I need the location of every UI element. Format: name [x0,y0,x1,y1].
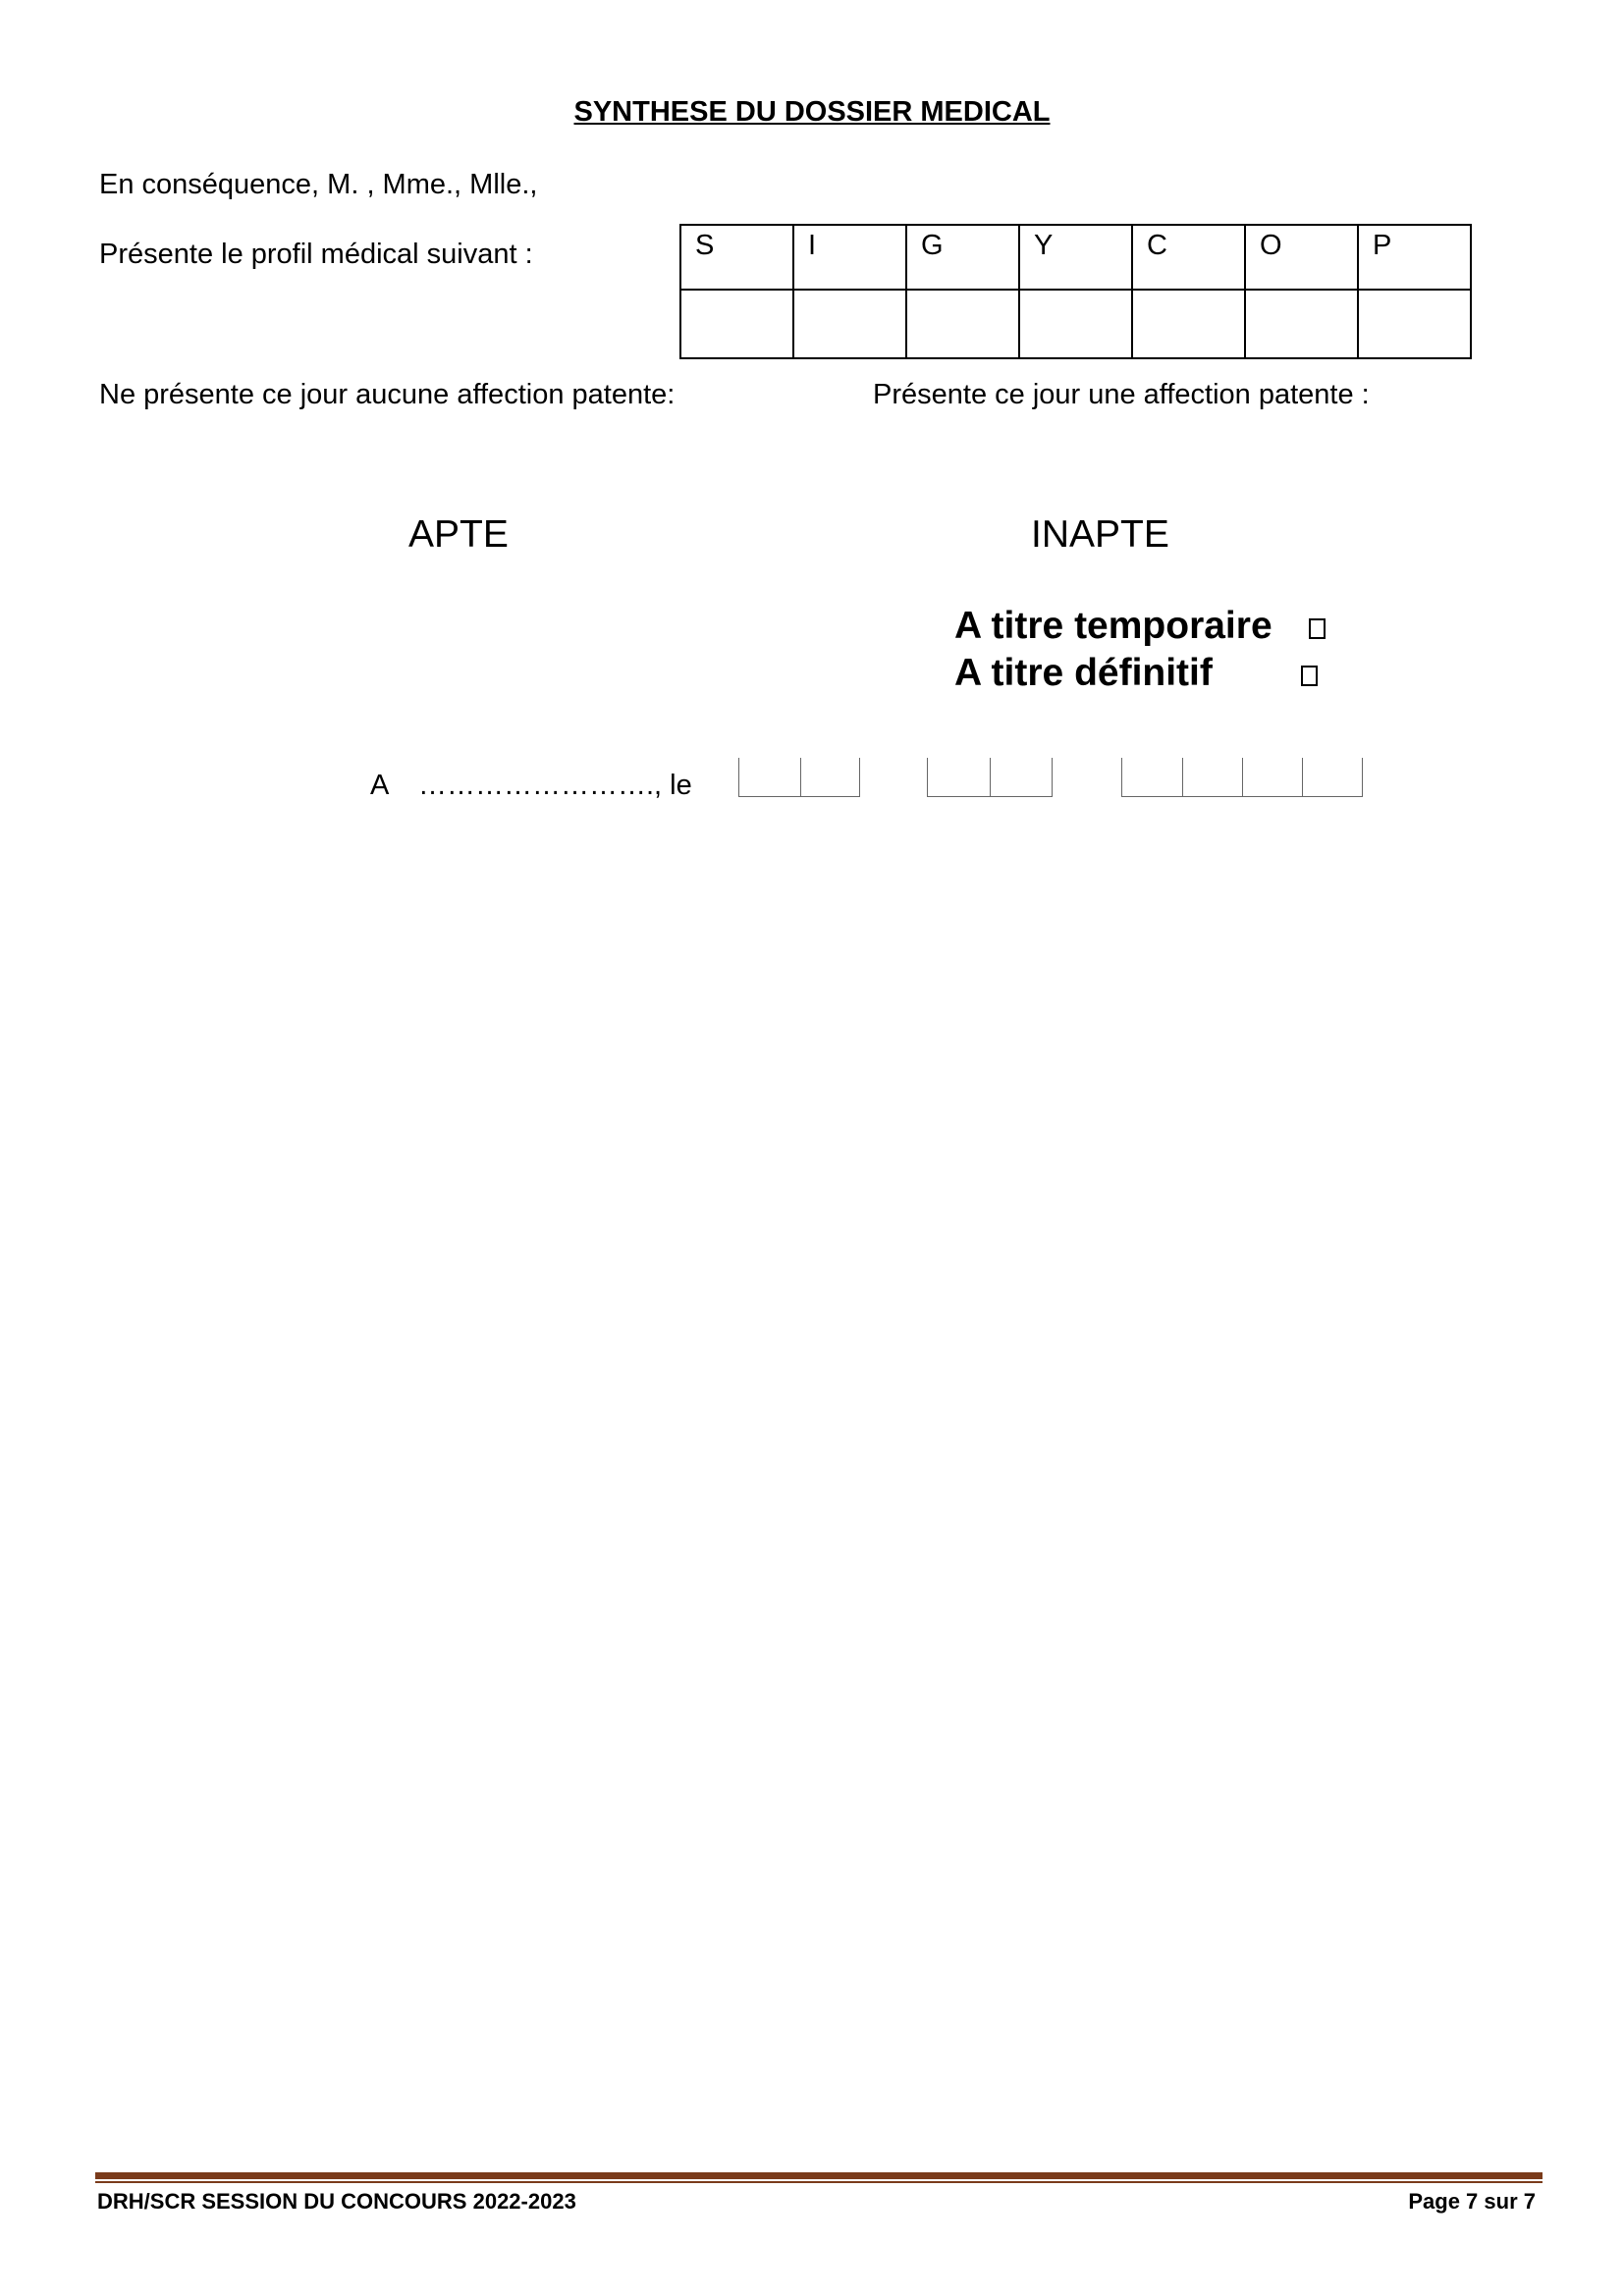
profile-value-s[interactable] [680,290,793,358]
place-a-label: A [370,770,390,801]
profile-value-p[interactable] [1358,290,1471,358]
profile-value-row [680,290,1471,358]
footer-rule-thin [95,2181,1543,2183]
profile-header-g: G [906,225,1019,290]
profile-value-c[interactable] [1132,290,1245,358]
profile-label: Présente le profil médical suivant : [99,239,533,270]
place-dots-field[interactable]: ……………………., le [418,770,692,801]
inapte-label: INAPTE [1031,513,1169,556]
date-day-boxes[interactable] [738,758,860,797]
page-title: SYNTHESE DU DOSSIER MEDICAL [573,96,1051,128]
apte-label: APTE [408,513,509,556]
sigycop-profile-table [679,224,1472,359]
profile-header-y: Y [1019,225,1132,290]
profile-value-i[interactable] [793,290,906,358]
profile-header-o: O [1245,225,1358,290]
affection-label: Présente ce jour une affection patente : [873,379,1370,410]
profile-value-g[interactable] [906,290,1019,358]
consequence-line: En conséquence, M. , Mme., Mlle., [99,169,538,200]
date-year-boxes[interactable] [1121,758,1363,797]
profile-header-row [680,225,1471,290]
no-affection-label: Ne présente ce jour aucune affection patente: [99,379,676,410]
definitif-checkbox[interactable] [1301,666,1318,686]
profile-header-c: C [1132,225,1245,290]
footer-session: DRH/SCR SESSION DU CONCOURS 2022-2023 [97,2189,576,2214]
temporaire-label: A titre temporaire [954,605,1272,647]
profile-value-o[interactable] [1245,290,1358,358]
footer-page-number: Page 7 sur 7 [1408,2189,1536,2214]
profile-header-p: P [1358,225,1471,290]
temporaire-checkbox[interactable] [1309,618,1326,639]
date-month-boxes[interactable] [927,758,1053,797]
profile-value-y[interactable] [1019,290,1132,358]
profile-header-i: I [793,225,906,290]
profile-header-s: S [680,225,793,290]
footer-rule [95,2172,1543,2179]
definitif-label: A titre définitif [954,652,1213,694]
